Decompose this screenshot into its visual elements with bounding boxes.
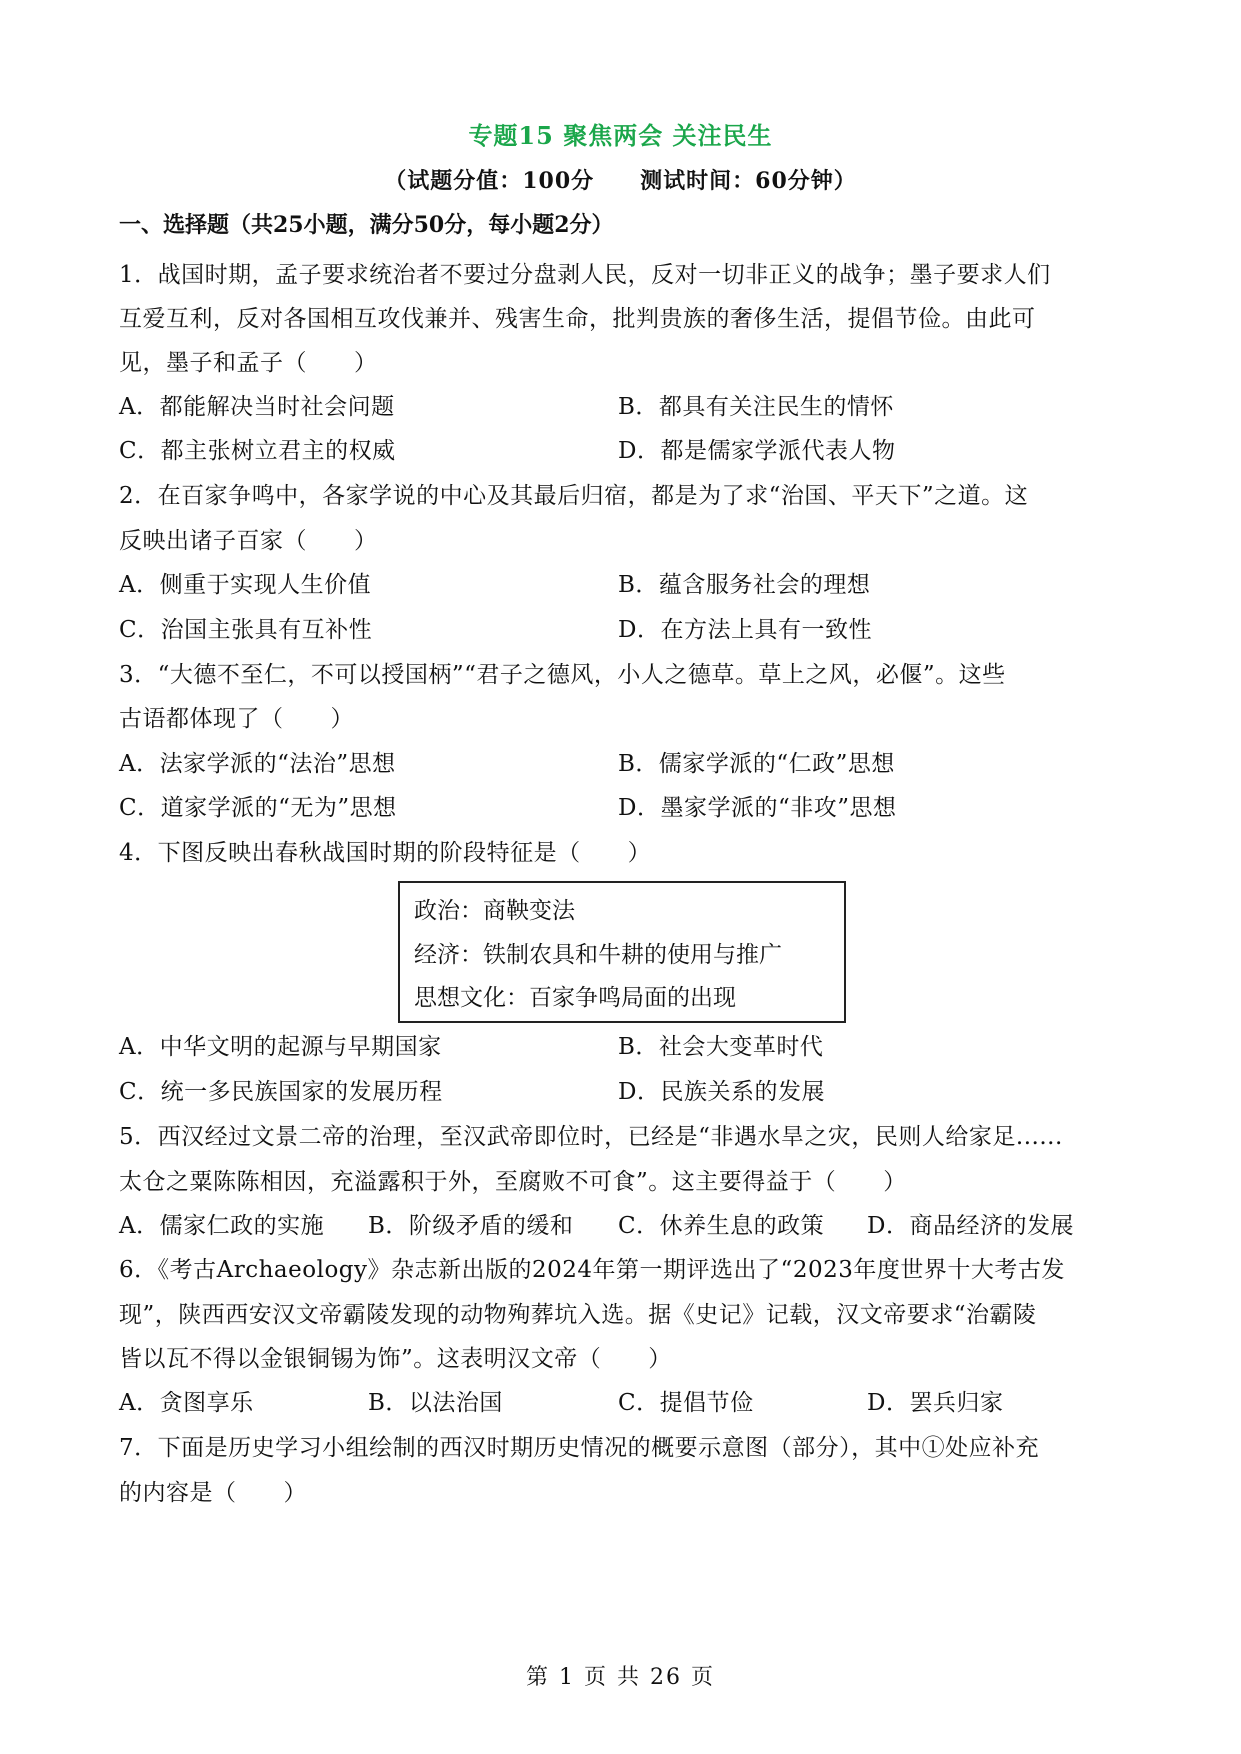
question-2-line-1: 2．在百家争鸣中，各家学说的中心及其最后归宿，都是为了求“治国、平天下”之道。这 (119, 483, 1029, 509)
question-3-option-c: C．道家学派的“无为”思想 (119, 795, 397, 821)
question-2-option-d: D．在方法上具有一致性 (618, 617, 872, 643)
question-6-option-a: A．贪图享乐 (119, 1390, 254, 1416)
question-5-line-1: 5．西汉经过文景二帝的治理，至汉武帝即位时，已经是“非遇水旱之灾，民则人给家足...... (119, 1124, 1063, 1150)
question-4-line-1: 4．下图反映出春秋战国时期的阶段特征是（ ） (119, 840, 652, 866)
question-1-option-a: A．都能解决当时社会问题 (119, 394, 395, 420)
question-6-line-3: 皆以瓦不得以金银铜锡为饰”。这表明汉文帝（ ） (119, 1346, 672, 1372)
question-6-line-1: 6．《考古Archaeology》杂志新出版的2024年第一期评选出了“2023年度世界十大考古发 (119, 1257, 1065, 1283)
question-2-option-a: A．侧重于实现人生价值 (119, 572, 372, 598)
question-4-option-a: A．中华文明的起源与早期国家 (119, 1034, 442, 1060)
section-heading: 一、选择题（共25小题，满分50分，每小题2分） (119, 212, 614, 238)
question-5-line-2: 太仓之粟陈陈相因，充溢露积于外，至腐败不可食”。这主要得益于（ ） (119, 1169, 907, 1195)
question-1-line-2: 互爱互利，反对各国相互攻伐兼并、残害生命，批判贵族的奢侈生活，提倡节俭。由此可 (119, 306, 1036, 332)
question-5-option-d: D．商品经济的发展 (867, 1213, 1074, 1239)
exam-score: （试题分值：100分 (384, 168, 595, 194)
exam-info (0, 164, 1241, 195)
question-3-option-b: B．儒家学派的“仁政”思想 (618, 751, 895, 777)
question-1-option-c: C．都主张树立君主的权威 (119, 438, 396, 464)
page-number: 第 1 页 共 26 页 (526, 1665, 715, 1690)
question-6-option-b: B．以法治国 (368, 1390, 503, 1416)
question-1-line-3: 见，墨子和孟子（ ） (119, 350, 378, 376)
question-6-option-c: C．提倡节俭 (618, 1390, 754, 1416)
question-7-line-1: 7．下面是历史学习小组绘制的西汉时期历史情况的概要示意图（部分），其中①处应补充 (119, 1435, 1040, 1461)
question-4-option-d: D．民族关系的发展 (618, 1079, 825, 1105)
page-title: 专题15 聚焦两会 关注民生 (468, 121, 773, 150)
figure-economy: 经济：铁制农具和牛耕的使用与推广 (414, 942, 782, 968)
question-1-option-d: D．都是儒家学派代表人物 (618, 438, 896, 464)
exam-time: 测试时间：60分钟） (640, 168, 857, 194)
question-2-option-b: B．蕴含服务社会的理想 (618, 572, 871, 598)
question-4-option-b: B．社会大变革时代 (618, 1034, 824, 1060)
question-1-option-b: B．都具有关注民生的情怀 (618, 394, 894, 420)
question-3-line-2: 古语都体现了（ ） (119, 706, 354, 732)
question-4-option-c: C．统一多民族国家的发展历程 (119, 1079, 443, 1105)
question-6-line-2: 现”，陕西西安汉文帝霸陵发现的动物殉葬坑入选。据《史记》记载，汉文帝要求“治霸陵 (119, 1302, 1037, 1328)
question-6-option-d: D．罢兵归家 (867, 1390, 1004, 1416)
question-7-line-2: 的内容是（ ） (119, 1480, 307, 1506)
question-3-option-a: A．法家学派的“法治”思想 (119, 751, 396, 777)
question-3-option-d: D．墨家学派的“非攻”思想 (618, 795, 897, 821)
question-2-option-c: C．治国主张具有互补性 (119, 617, 373, 643)
question-5-option-b: B．阶级矛盾的缓和 (368, 1213, 574, 1239)
question-4-figure-box (398, 881, 846, 1023)
question-3-line-1: 3．“大德不至仁，不可以授国柄”“君子之德风，小人之德草。草上之风，必偃”。这些 (119, 662, 1006, 688)
question-1-line-1: 1．战国时期，孟子要求统治者不要过分盘剥人民，反对一切非正义的战争；墨子要求人们 (119, 262, 1051, 288)
question-2-line-2: 反映出诸子百家（ ） (119, 528, 378, 554)
question-5-option-a: A．儒家仁政的实施 (119, 1213, 325, 1239)
figure-culture: 思想文化：百家争鸣局面的出现 (414, 985, 736, 1011)
question-5-option-c: C．休养生息的政策 (618, 1213, 825, 1239)
figure-politics: 政治：商鞅变法 (414, 898, 575, 924)
